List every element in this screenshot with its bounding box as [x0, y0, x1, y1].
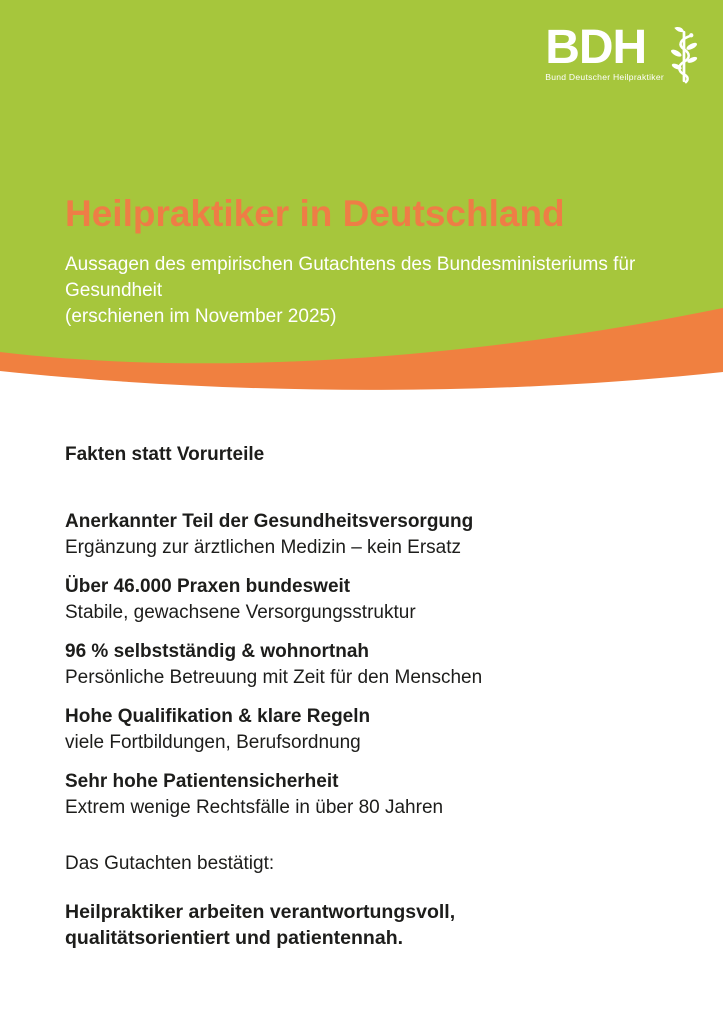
- subtitle: [65, 252, 685, 330]
- title-block: [65, 194, 685, 234]
- conclusion-line-2: qualitätsorientiert und patientennah.: [65, 927, 404, 949]
- fact-description: Persönliche Betreuung mit Zeit für den Menschen: [65, 667, 483, 688]
- fact-title: Sehr hohe Patientensicherheit: [65, 771, 339, 792]
- fact-item: [65, 639, 645, 691]
- fact-description: Stabile, gewachsene Versorgungsstruktur: [65, 602, 416, 623]
- conclusion-line-1: Heilpraktiker arbeiten verantwortungsvoll,: [65, 901, 456, 923]
- fact-item: [65, 509, 645, 561]
- bdh-logo-text: [545, 21, 664, 82]
- fact-item: [65, 574, 645, 626]
- bdh-logo: [545, 21, 701, 86]
- fact-description: Ergänzung zur ärztlichen Medizin – kein Ersatz: [65, 537, 462, 558]
- fact-title: Über 46.000 Praxen bundesweit: [65, 576, 351, 597]
- fact-title: 96 % selbstständig & wohnortnah: [65, 641, 370, 662]
- bdh-logo-acronym: BDH: [545, 21, 647, 74]
- body-content: [65, 444, 645, 951]
- conclusion-statement: [65, 899, 645, 951]
- intro-heading: Fakten statt Vorurteile: [65, 444, 265, 465]
- aesculapius-staff-icon: [667, 26, 701, 86]
- bdh-logo-tagline: Bund Deutscher Heilpraktiker: [545, 72, 664, 82]
- fact-item: [65, 704, 645, 756]
- subtitle-line-1: Aussagen des empirischen Gutachtens des Bundesministeriums für Gesundheit: [65, 254, 636, 301]
- page-title: Heilpraktiker in Deutschland: [65, 193, 565, 234]
- fact-item: [65, 769, 645, 821]
- fact-title: Anerkannter Teil der Gesundheitsversorgung: [65, 511, 474, 532]
- subtitle-line-2: (erschienen im November 2025): [65, 306, 337, 327]
- fact-description: viele Fortbildungen, Berufsordnung: [65, 732, 361, 753]
- conclusion-intro: Das Gutachten bestätigt:: [65, 853, 275, 874]
- fact-description: Extrem wenige Rechtsfälle in über 80 Jahren: [65, 797, 444, 818]
- fact-title: Hohe Qualifikation & klare Regeln: [65, 706, 371, 727]
